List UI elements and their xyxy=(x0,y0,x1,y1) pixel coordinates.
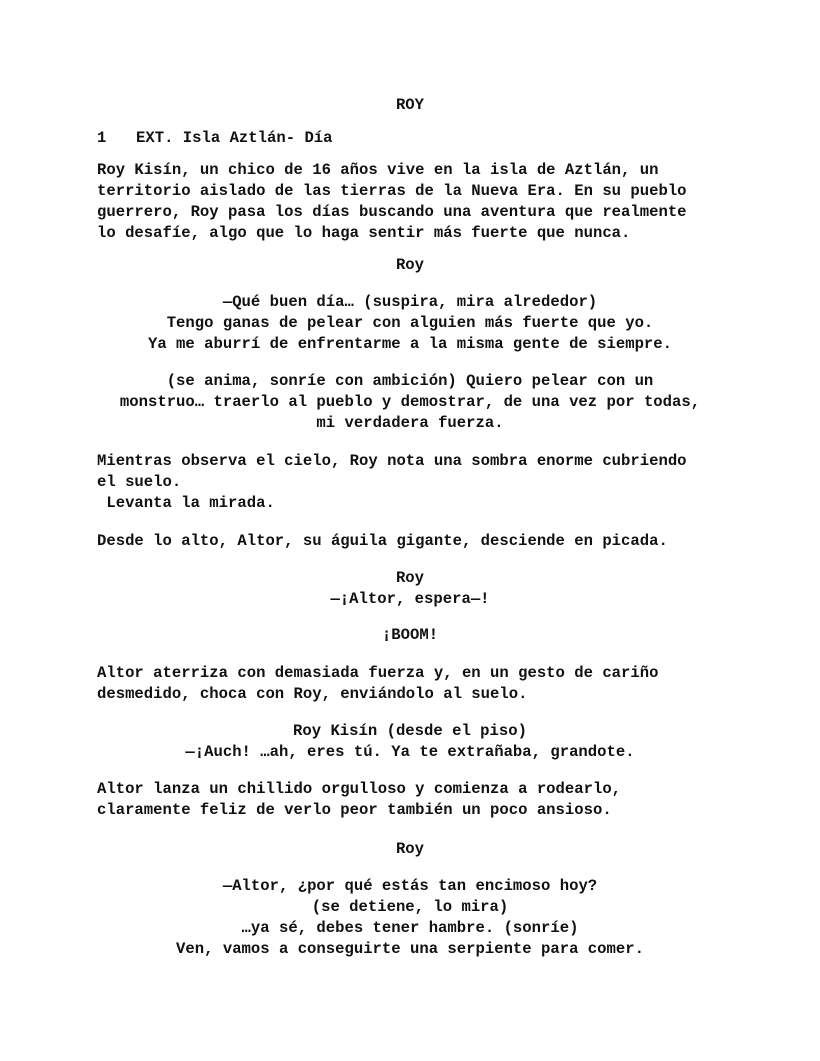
dialogue-line: …ya sé, debes tener hambre. (sonríe) xyxy=(241,919,579,937)
dialogue-line: mi verdadera fuerza. xyxy=(316,414,504,432)
dialogue-line: —¡Auch! …ah, eres tú. Ya te extrañaba, grandote. xyxy=(185,743,635,761)
action-line: desmedido, choca con Roy, enviándolo al suelo. xyxy=(97,685,528,703)
script-title: ROY xyxy=(395,96,425,114)
action-line: territorio aislado de las tierras de la Nueva Era. En su pueblo xyxy=(97,182,687,200)
action-line: guerrero, Roy pasa los días buscando una aventura que realmente xyxy=(97,203,687,221)
dialogue-line: Tengo ganas de pelear con alguien más fuerte que yo. xyxy=(166,314,654,332)
character-name: Roy xyxy=(395,569,425,587)
action-line: claramente feliz de verlo peor también un poco ansioso. xyxy=(97,801,612,819)
character-name: Roy xyxy=(395,840,425,858)
dialogue-line: (se anima, sonríe con ambición) Quiero pelear con un xyxy=(166,372,654,390)
action-line: Levanta la mirada. xyxy=(97,494,275,512)
dialogue-line: Ya me aburrí de enfrentarme a la misma gente de siempre. xyxy=(147,335,673,353)
character-name: Roy xyxy=(395,256,425,274)
action-line: el suelo. xyxy=(97,473,182,491)
action-line: Altor lanza un chillido orgulloso y comienza a rodearlo, xyxy=(97,780,622,798)
action-line: lo desafíe, algo que lo haga sentir más fuerte que nunca. xyxy=(97,224,631,242)
action-line: Desde lo alto, Altor, su águila gigante, desciende en picada. xyxy=(97,532,668,550)
dialogue-line: —Qué buen día… (suspira, mira alrededor) xyxy=(222,293,598,311)
scene-number: 1 xyxy=(97,129,107,147)
sound-effect: ¡BOOM! xyxy=(381,626,439,644)
dialogue-line: (se detiene, lo mira) xyxy=(311,898,509,916)
action-line: Roy Kisín, un chico de 16 años vive en la isla de Aztlán, un xyxy=(97,161,659,179)
dialogue-line: —¡Altor, espera—! xyxy=(330,590,490,608)
dialogue-line: Ven, vamos a conseguirte una serpiente para comer. xyxy=(176,940,644,958)
dialogue-line: —Altor, ¿por qué estás tan encimoso hoy? xyxy=(222,877,598,895)
action-line: Mientras observa el cielo, Roy nota una sombra enorme cubriendo xyxy=(97,452,687,470)
character-name: Roy Kisín (desde el piso) xyxy=(293,722,527,740)
action-line: Altor aterriza con demasiada fuerza y, en un gesto de cariño xyxy=(97,664,659,682)
dialogue-line: monstruo… traerlo al pueblo y demostrar, de una vez por todas, xyxy=(119,393,701,411)
scene-heading: EXT. Isla Aztlán- Día xyxy=(136,129,333,147)
